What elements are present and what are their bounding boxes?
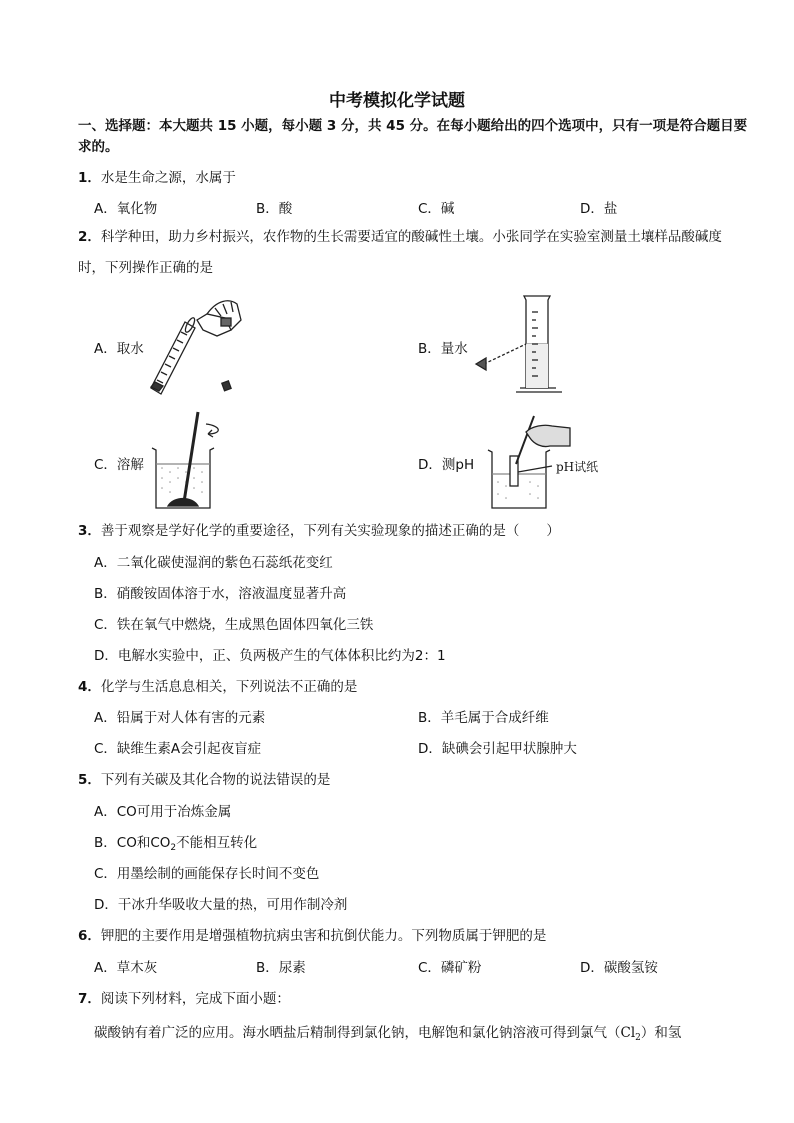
question-text: 水是生命之源，水属于 [100,170,236,186]
option-a: A．铅属于对人体有害的元素 [94,710,266,726]
question-text: 钾肥的主要作用是增强植物抗病虫害和抗倒伏能力。下列物质属于钾肥的是 [100,928,547,944]
option-a: A．氧化物 [94,201,158,217]
option-c: C．缺维生素A会引起夜盲症 [94,741,262,757]
option-d: D．碳酸氢铵 [580,960,658,976]
material-text-end: ）和氢 [640,1025,682,1041]
pour-water-figure [145,290,245,400]
question-text: 下列有关碳及其化合物的说法错误的是 [100,772,331,788]
page-title: 中考模拟化学试题 [329,91,465,111]
option-c: C．溶解 [94,457,144,473]
question-5 [78,768,330,788]
option-a: A．草木灰 [94,960,158,976]
question-number: 1． [78,170,101,186]
section-heading: 一、选择题：本大题共 15 小题，每小题 3 分，共 45 分。在每小题给出的四个选项中，只有一项是符合题目要求的。 [78,118,748,155]
option-b: B．酸 [256,201,293,217]
ph-paper-label: pH试纸 [556,460,599,474]
option-b: B．羊毛属于合成纤维 [418,710,549,726]
question-text: 科学种田，助力乡村振兴，农作物的生长需要适宜的酸碱性土壤。小张同学在实验室测量土壤样品酸碱度时，下列操作正确的是 [78,229,722,276]
question-text: 善于观察是学好化学的重要途径，下列有关实验现象的描述正确的是（ ） [100,523,560,539]
option-c: C．磷矿粉 [418,960,482,976]
option-b: B．尿素 [256,960,306,976]
option-d: D．电解水实验中，正、负两极产生的气体体积比约为2：1 [94,648,446,664]
question-1 [78,166,236,186]
option-c: C．用墨绘制的画能保存长时间不变色 [94,866,320,882]
option-b: B．量水 [418,341,468,357]
subscript: 2 [170,843,177,853]
option-b: B．硝酸铵固体溶于水，溶液温度显著升高 [94,586,347,602]
question-6 [78,924,546,944]
option-d: D．干冰升华吸收大量的热，可用作制冷剂 [94,897,348,913]
question-number: 2． [78,229,101,245]
option-d: D．测pH [418,457,475,473]
measure-water-figure [470,292,580,400]
option-b-text: B．CO和CO [94,835,171,851]
chemical-formula: Cl [620,1025,636,1041]
option-d: D．盐 [580,201,618,217]
question-number: 3． [78,523,101,539]
option-b-text-end: 不能相互转化 [176,835,258,851]
option-a: A．二氧化碳使湿润的紫色石蕊纸花变红 [94,555,333,571]
subscript: 2 [635,1033,641,1043]
dissolve-figure [148,408,238,512]
option-c: C．铁在氧气中燃烧，生成黑色固体四氧化三铁 [94,617,374,633]
question-4 [78,675,357,695]
question-3 [78,519,560,539]
question-text: 化学与生活息息相关，下列说法不正确的是 [100,679,358,695]
option-a: A．取水 [94,341,144,357]
option-a: A．CO可用于冶炼金属 [94,804,232,820]
question-2 [78,222,748,284]
question-number: 4． [78,679,101,695]
option-c: C．碱 [418,201,455,217]
question-number: 7． [78,991,101,1007]
option-b [94,831,257,853]
question-7 [78,987,290,1007]
question-text: 阅读下列材料，完成下面小题： [100,991,290,1007]
reading-material [94,1021,754,1043]
material-text: 碳酸钠有着广泛的应用。海水晒盐后精制得到氯化钠，电解饱和氯化钠溶液可得到氯气（ [94,1025,621,1041]
question-number: 6． [78,928,101,944]
option-d: D．缺碘会引起甲状腺肿大 [418,741,577,757]
question-number: 5． [78,772,101,788]
